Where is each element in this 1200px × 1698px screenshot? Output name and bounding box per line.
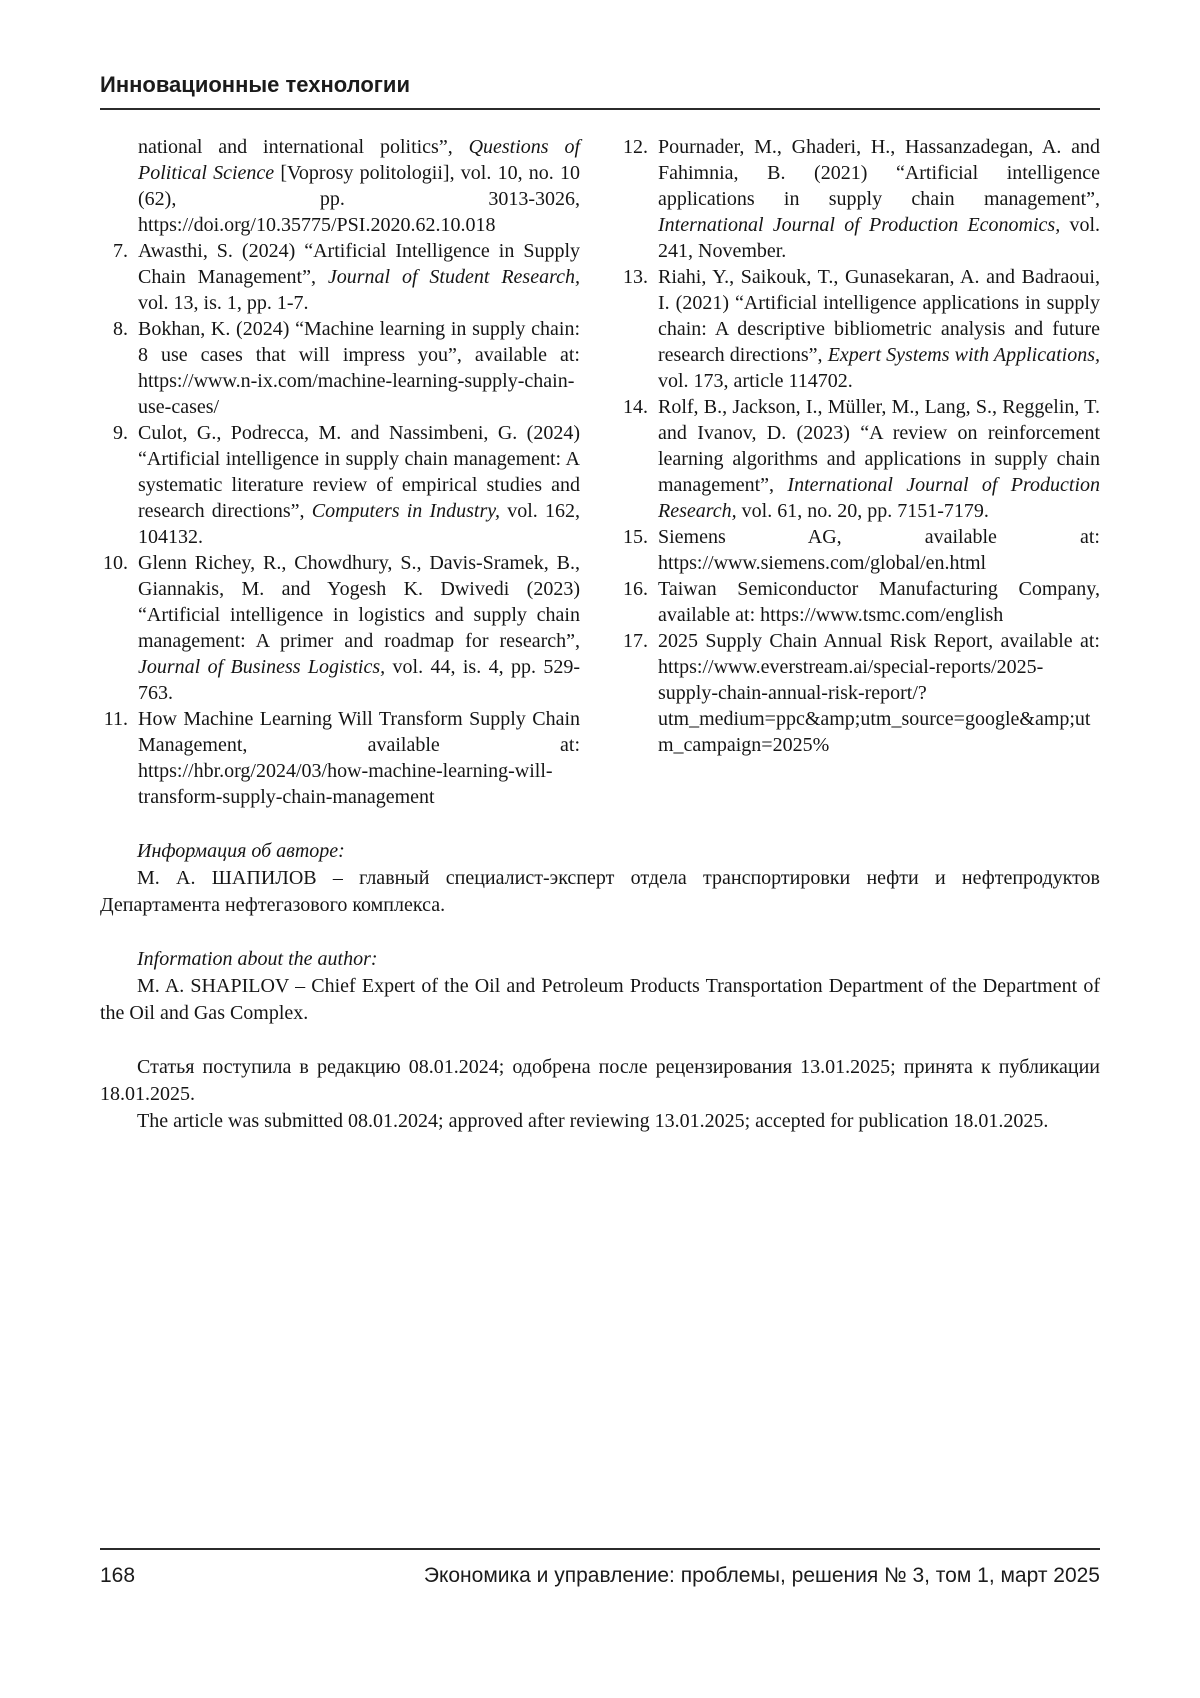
reference-text (138, 708, 580, 808)
article-dates-ru: Статья поступила в редакцию 08.01.2024; одобрена после рецензирования 13.01.2025; принята к публикации 18.01.2025. (100, 1056, 1100, 1105)
reference-text-segment: Awasthi, S. (2024) “Artificial Intelligence in Supply Chain Management”, (138, 240, 580, 288)
reference-text-segment: vol. 61, no. 20, pp. 7151-7179. (736, 500, 989, 522)
spacer (100, 919, 1100, 946)
reference-number: 14. (623, 396, 648, 418)
reference-item (100, 134, 580, 238)
reference-text (658, 266, 1100, 392)
reference-text-segment: vol. 13, is. 1, pp. 1-7. (138, 292, 309, 314)
reference-journal-title: Expert Systems with Applications, (827, 344, 1101, 366)
reference-number: 10. (103, 552, 128, 574)
reference-text (138, 552, 580, 704)
reference-item (620, 524, 1100, 576)
running-head (100, 72, 1100, 110)
reference-number: 13. (623, 266, 648, 288)
reference-journal-title: Questions of Political Science (138, 136, 580, 184)
reference-text (658, 578, 1100, 626)
header-rule (100, 108, 1100, 110)
reference-text-segment: vol. 162, 104132. (138, 500, 580, 548)
reference-text-segment: How Machine Learning Will Transform Supply Chain Management, available at: https://hbr.org/2024/03/how-machine-learning-will-transform-supply-chain-management (138, 708, 580, 808)
reference-number: 9. (113, 422, 128, 444)
spacer (100, 1027, 1100, 1054)
author-info-ru-text: М. А. ШАПИЛОВ – главный специалист-эксперт отдела транспортировки нефти и нефтепродуктов Департамента нефтегазового комплекса. (100, 867, 1100, 916)
reference-number: 16. (623, 578, 648, 600)
reference-number: 15. (623, 526, 648, 548)
reference-number: 12. (623, 136, 648, 158)
reference-text-segment: Riahi, Y., Saikouk, T., Gunasekaran, A. and Badraoui, I. (2021) “Artificial intelligence applications in supply chain: A descriptive bibliometric analysis and future research directions”, (658, 266, 1100, 366)
reference-text (658, 136, 1100, 262)
reference-item (100, 706, 580, 810)
reference-journal-title: International Journal of Production Research, (658, 474, 1100, 522)
article-dates-en: The article was submitted 08.01.2024; approved after reviewing 13.01.2025; accepted for publication 18.01.2025. (137, 1110, 1049, 1132)
reference-item (100, 550, 580, 706)
reference-text-segment: Pournader, M., Ghaderi, H., Hassanzadegan, A. and Fahimnia, B. (2021) “Artificial intelligence applications in supply chain management”, (658, 136, 1100, 210)
reference-text-segment: Glenn Richey, R., Chowdhury, S., Davis-Sramek, B., Giannakis, M. and Yogesh K. Dwivedi (2023) “Artificial intelligence in logistics and supply chain management: A primer and roadmap for research”, (138, 552, 580, 652)
reference-number: 17. (623, 630, 648, 652)
reference-text (138, 422, 580, 548)
reference-number: 7. (113, 240, 128, 262)
reference-journal-title: International Journal of Production Economics, (658, 214, 1061, 236)
references-column-right (620, 134, 1100, 810)
reference-item (620, 628, 1100, 758)
reference-text (658, 630, 1100, 756)
reference-number: 11. (103, 708, 128, 730)
reference-text (138, 136, 580, 236)
reference-text-segment: Taiwan Semiconductor Manufacturing Company, available at: https://www.tsmc.com/english (658, 578, 1100, 626)
reference-text-segment: [Voprosy politologii], vol. 10, no. 10 (62), pp. 3013-3026, https://doi.org/10.35775/PSI.2020.62.10.018 (138, 162, 580, 236)
references-section (100, 134, 1100, 810)
reference-journal-title: Journal of Business Logistics, (138, 656, 386, 678)
reference-text-segment: Rolf, B., Jackson, I., Müller, M., Lang, S., Reggelin, T. and Ivanov, D. (2023) “A review on reinforcement learning algorithms and applications in supply chain management”, (658, 396, 1100, 496)
reference-text-segment: national and international politics”, (138, 136, 469, 158)
reference-text (138, 318, 580, 418)
references-column-left (100, 134, 580, 810)
section-title: Инновационные технологии (100, 72, 410, 97)
reference-item (620, 576, 1100, 628)
journal-title-line: Экономика и управление: проблемы, решения № 3, том 1, март 2025 (423, 1564, 1100, 1587)
page-footer (100, 1548, 1100, 1588)
footer-row (100, 1564, 1100, 1588)
reference-text-segment: vol. 241, November. (658, 214, 1100, 262)
reference-journal-title: Journal of Student Research, (327, 266, 580, 288)
back-matter (100, 838, 1100, 1135)
reference-text (138, 240, 580, 314)
reference-item (620, 394, 1100, 524)
reference-item (620, 134, 1100, 264)
reference-text-segment: vol. 173, article 114702. (658, 370, 853, 392)
footer-rule (100, 1548, 1100, 1550)
reference-text-segment: Bokhan, K. (2024) “Machine learning in supply chain: 8 use cases that will impress you”, available at: https://www.n-ix.com/machine-learning-supply-chain-use-cases/ (138, 318, 580, 418)
reference-text (658, 526, 1100, 574)
reference-text-segment: 2025 Supply Chain Annual Risk Report, available at: https://www.everstream.ai/special-reports/2025-supply-chain-annual-risk-report/?utm_medium=ppc&amp;utm_source=google&amp;utm_campaign=2025% (658, 630, 1100, 756)
reference-text-segment: Siemens AG, available at: https://www.siemens.com/global/en.html (658, 526, 1100, 574)
reference-text-segment: Culot, G., Podrecca, M. and Nassimbeni, G. (2024) “Artificial intelligence in supply chain management: A systematic literature review of empirical studies and research directions”, (138, 422, 580, 522)
reference-number: 8. (113, 318, 128, 340)
reference-item (100, 238, 580, 316)
reference-text-segment: vol. 44, is. 4, pp. 529-763. (138, 656, 580, 704)
author-info-en-text: M. A. SHAPILOV – Chief Expert of the Oil and Petroleum Products Transportation Department of the Department of the Oil and Gas Complex. (100, 975, 1100, 1024)
reference-item (100, 316, 580, 420)
reference-journal-title: Computers in Industry, (311, 500, 501, 522)
reference-text (658, 396, 1100, 522)
author-info-ru-label: Информация об авторе: (137, 840, 345, 862)
reference-item (100, 420, 580, 550)
author-info-en-label: Information about the author: (137, 948, 378, 970)
page-number: 168 (100, 1564, 136, 1587)
reference-item (620, 264, 1100, 394)
